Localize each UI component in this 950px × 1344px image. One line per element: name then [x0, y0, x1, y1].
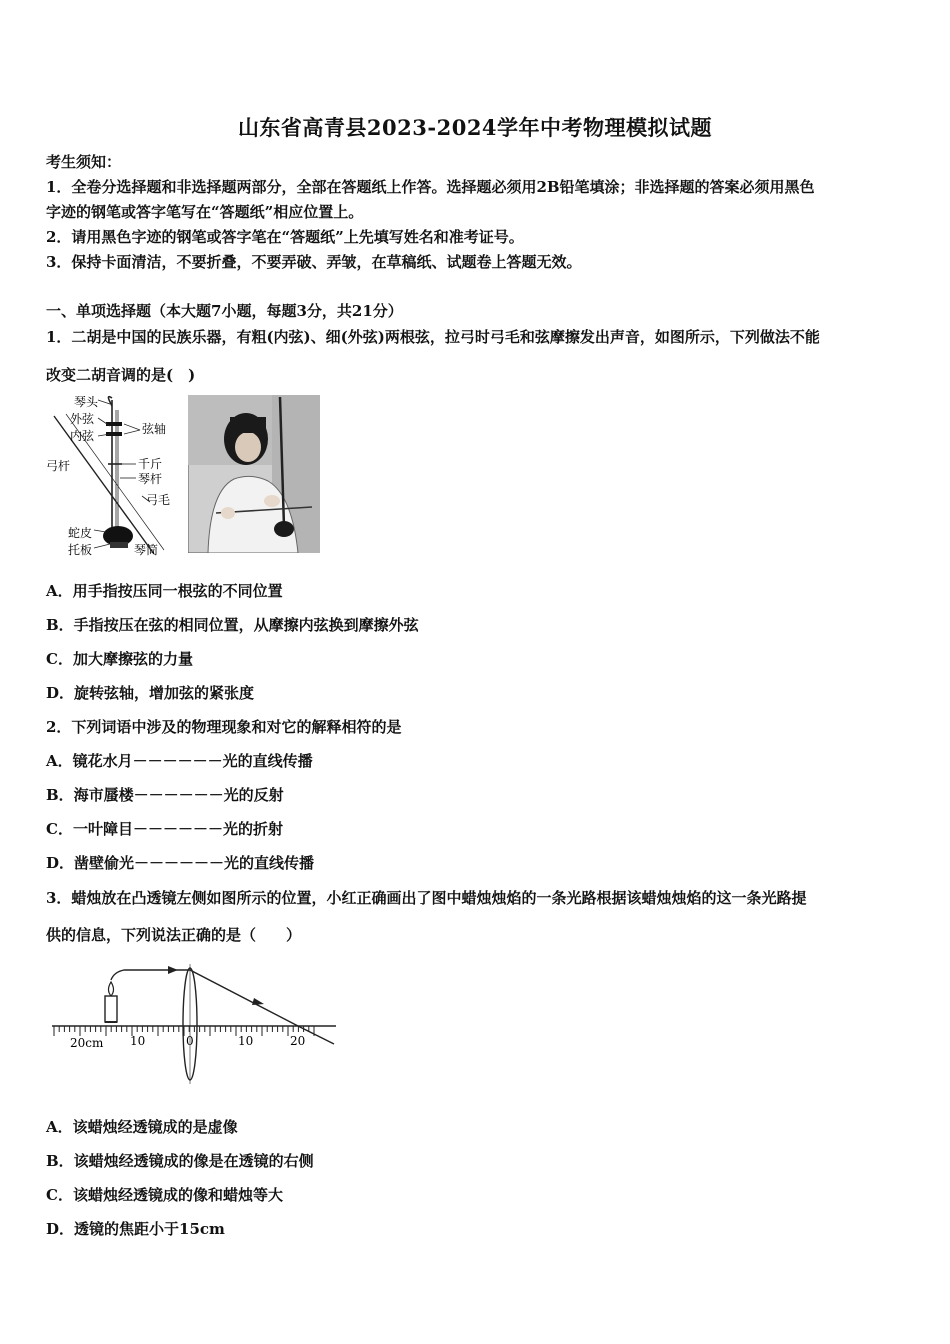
erhu-player-photo — [188, 395, 320, 553]
q1-option-b: B．手指按压在弦的相同位置，从摩擦内弦换到摩擦外弦 — [46, 616, 419, 634]
label-qintong: 琴筒 — [134, 543, 159, 557]
ruler-label: 10 — [130, 1034, 146, 1048]
page-title: 山东省高青县2023-2024学年中考物理模拟试题 — [237, 115, 713, 140]
label-tuoban: 托板 — [68, 543, 93, 557]
lens-ray-diagram — [48, 956, 340, 1088]
light-ray — [111, 970, 334, 1044]
label-xianzhou: 弦轴 — [142, 422, 167, 436]
notice-heading: 考生须知： — [46, 153, 122, 171]
q3-option-d: D．透镜的焦距小于15cm — [46, 1220, 225, 1238]
ray-arrow-icon — [168, 966, 178, 974]
q2-option-d: D．凿壁偷光－－－－－－光的直线传播 — [46, 854, 315, 872]
label-gongmao: 弓毛 — [146, 493, 171, 507]
q2-option-a: A．镜花水月－－－－－－光的直线传播 — [46, 752, 313, 770]
ruler-scale — [54, 1026, 314, 1036]
candle-body — [105, 996, 117, 1022]
ruler-label: 20cm — [70, 1036, 104, 1050]
question-1-stem-cont: 改变二胡音调的是( ) — [46, 366, 196, 384]
notice-item: 2．请用黑色字迹的钢笔或答字笔在“答题纸”上先填写姓名和准考证号。 — [46, 228, 524, 246]
notice-item: 3．保持卡面清洁，不要折叠，不要弄破、弄皱，在草稿纸、试题卷上答题无效。 — [46, 253, 582, 271]
ray-arrow-icon — [252, 998, 264, 1005]
label-waixian: 外弦 — [70, 412, 95, 426]
ruler-label: 0 — [186, 1034, 194, 1048]
question-1-stem: 1．二胡是中国的民族乐器，有粗(内弦)、细(外弦)两根弦，拉弓时弓毛和弦摩擦发出声音，如图所示，下列做法不能 — [46, 328, 820, 346]
erhu-base — [110, 542, 128, 548]
question-3-stem: 3．蜡烛放在凸透镜左侧如图所示的位置，小红正确画出了图中蜡烛烛焰的一条光路根据该蜡烛烛焰的这一条光路提 — [46, 889, 807, 907]
q1-option-d: D．旋转弦轴，增加弦的紧张度 — [46, 684, 255, 702]
label-qintou: 琴头 — [74, 395, 99, 409]
notice-item: 字迹的钢笔或答字笔写在“答题纸”相应位置上。 — [46, 203, 364, 221]
section-heading: 一、单项选择题（本大题7小题，每题3分，共21分） — [46, 302, 403, 320]
erhu-diagram — [46, 392, 181, 560]
label-gonggan: 弓杆 — [46, 459, 71, 473]
label-neixian: 内弦 — [70, 429, 95, 443]
q2-option-b: B．海市蜃楼－－－－－－光的反射 — [46, 786, 284, 804]
notice-item: 1．全卷分选择题和非选择题两部分，全部在答题纸上作答。选择题必须用2B铅笔填涂；非选择题的答案必须用黑色 — [46, 178, 815, 196]
label-shepi: 蛇皮 — [68, 526, 93, 540]
q1-option-a: A．用手指按压同一根弦的不同位置 — [46, 582, 283, 600]
question-3-stem-cont: 供的信息，下列说法正确的是（ ） — [46, 926, 302, 944]
ruler-label: 10 — [238, 1034, 254, 1048]
label-qianjin: 千斤 — [138, 457, 163, 471]
ruler-label: 20 — [290, 1034, 306, 1048]
q3-option-a: A．该蜡烛经透镜成的是虚像 — [46, 1118, 238, 1136]
candle-flame — [109, 982, 114, 996]
q1-option-c: C．加大摩擦弦的力量 — [46, 650, 193, 668]
q3-option-c: C．该蜡烛经透镜成的像和蜡烛等大 — [46, 1186, 283, 1204]
label-qingan: 琴杆 — [138, 472, 163, 486]
q2-option-c: C．一叶障目－－－－－－光的折射 — [46, 820, 283, 838]
question-2-stem: 2．下列词语中涉及的物理现象和对它的解释相符的是 — [46, 718, 402, 736]
q3-option-b: B．该蜡烛经透镜成的像是在透镜的右侧 — [46, 1152, 314, 1170]
